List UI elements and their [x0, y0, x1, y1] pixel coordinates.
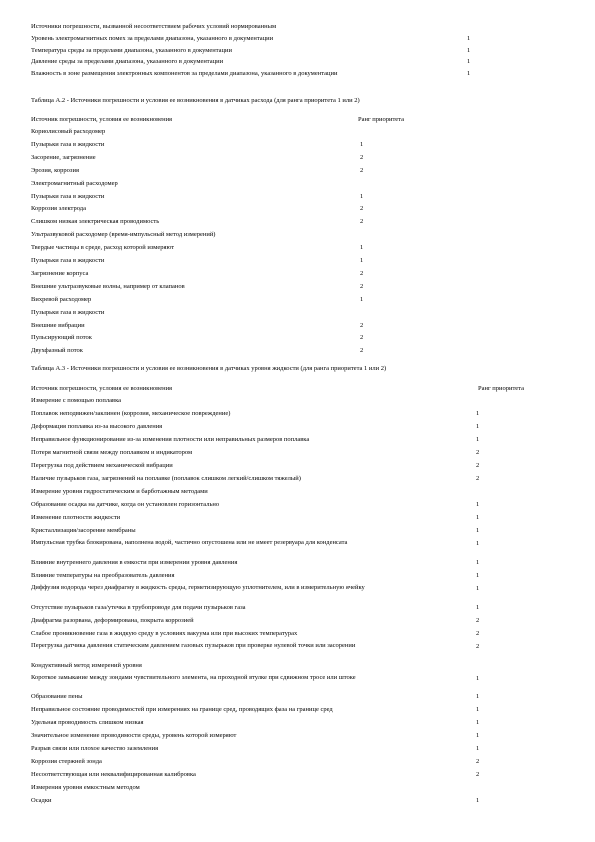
table-a2-col-source: Источник погрешности, условия ее возникновения: [31, 116, 173, 123]
row-source-text: Наличие пузырьков газа, загрязнений на поплавке (поплавок слишком легкий/слишком тяжелый): [31, 475, 301, 482]
row-rank: 1: [360, 295, 364, 303]
row-rank: 2: [476, 475, 480, 482]
row-source-text: Слабое проникновение газа в жидкую среду в условиях вакуума или при высоких температурах: [31, 629, 298, 637]
row-rank: 1: [476, 603, 480, 611]
row-rank: 2: [360, 218, 364, 226]
row-source-text: Засорение, загрязнение: [31, 153, 96, 161]
row-source-text: Твердые частицы в среде, расход которой измеряют: [31, 244, 175, 252]
row-rank: 1: [476, 571, 480, 579]
row-rank: 2: [360, 269, 364, 277]
row-rank: 1: [476, 514, 480, 521]
row-rank: 2: [360, 282, 364, 290]
row-source-text: Пузырьки газа в жидкости: [31, 308, 105, 316]
row-source-text: Внешние вибрации: [31, 321, 85, 329]
row-rank: 1: [467, 69, 471, 77]
row-source-text: Образование осадка на датчике, когда он установлен горизонтально: [31, 501, 220, 508]
row-rank: 1: [467, 35, 471, 42]
row-rank: 1: [360, 192, 364, 200]
row-rank: 2: [476, 449, 480, 456]
row-source-text: Давление среды за пределами диапазона, указанного в документации: [31, 58, 224, 66]
row-rank: 1: [476, 706, 480, 714]
row-rank: 2: [360, 321, 364, 329]
row-source-text: Диффузия водорода через диафрагму в жидкость среды, герметизирующую уплотнителем, или в измерительную ячейку: [31, 583, 365, 591]
row-rank: 1: [467, 46, 471, 54]
table-a2-caption: Таблица А.2 - Источники погрешности и условия ее возникновения в датчиках расхода (для ранга приоритета 1 или 2): [31, 97, 360, 104]
row-rank: 1: [476, 732, 480, 740]
table-a3-caption: Таблица А.3 - Источники погрешности и условия ее возникновения в датчиках уровня жидкости (для ранга приоритета 1 или 2): [31, 365, 387, 372]
row-rank: 1: [476, 719, 480, 727]
row-source-text: Электромагнитный расходомер: [31, 179, 118, 187]
row-rank: 1: [476, 674, 480, 682]
row-source-text: Кристаллизация/засорение мембраны: [31, 527, 136, 534]
row-source-text: Диафрагма разорвана, деформирована, покрыта коррозией: [31, 616, 194, 624]
row-rank: 2: [360, 205, 364, 213]
row-source-text: Температура среды за пределами диапазона, указанного в документации: [31, 46, 232, 54]
row-source-text: Пузырьки газа в жидкости: [31, 140, 105, 148]
row-source-text: Измерение с помощью поплавка: [31, 397, 122, 404]
row-source-text: Коррозия стержней зонда: [31, 758, 102, 766]
row-rank: 2: [360, 153, 364, 161]
row-source-text: Поплавок неподвижен/заклинен (коррозия, механическое повреждение): [31, 410, 231, 417]
row-source-text: Неправильное функционирование из-за изменения плотности или неправильных размеров поплавка: [31, 436, 310, 443]
row-source-text: Отсутствие пузырьков газа/утечка в трубопроводе для подачи пузырьков газа: [31, 603, 246, 611]
row-source-text: Загрязнение корпуса: [31, 269, 89, 277]
row-source-text: Влияние температуры на преобразователь давления: [31, 571, 175, 579]
row-source-text: Перегрузка датчика давления статическим давлением газовых пузырьков при проверке нулевой точки или засорении: [31, 641, 356, 649]
row-rank: 2: [476, 629, 480, 637]
row-rank: 2: [476, 771, 480, 779]
row-source-text: Измерения уровня емкостным методом: [31, 784, 140, 792]
row-source-text: Вихревой расходомер: [31, 295, 92, 303]
row-rank: 1: [476, 584, 480, 592]
row-rank: 2: [360, 166, 364, 174]
row-rank: 1: [476, 436, 480, 443]
table-a1-header: Источники погрешности, вызванной несоответствием рабочих условий нормированным: [31, 23, 277, 30]
row-rank: 2: [476, 616, 480, 624]
table-a2-col-rank: Ранг приоритета: [358, 116, 404, 123]
row-rank: 2: [360, 334, 364, 342]
row-source-text: Влияние внутреннего давления в емкости при измерении уровня давления: [31, 558, 238, 566]
row-source-text: Неправильное состояние проводимостей при измерениях на границе сред, проводящих фаза на границе сред: [31, 706, 333, 714]
row-rank: 2: [360, 347, 364, 355]
row-rank: 1: [360, 244, 364, 252]
row-source-text: Ультразвуковой расходомер (время-импульсный метод измерений): [31, 231, 216, 239]
row-rank: 1: [476, 501, 480, 508]
table-a3-col-source: Источник погрешности, условия ее возникновения: [31, 385, 173, 392]
row-source-text: Пульсирующий поток: [31, 334, 92, 342]
row-rank: 2: [476, 642, 480, 650]
row-rank: 1: [476, 423, 480, 430]
row-source-text: Изменение плотности жидкости: [31, 514, 121, 521]
row-source-text: Двухфазный поток: [31, 347, 83, 355]
row-source-text: Деформация поплавка из-за высокого давления: [31, 423, 163, 430]
row-rank: 1: [476, 745, 480, 753]
row-source-text: Коррозия электрода: [31, 205, 86, 213]
row-source-text: Несоответствующая или неквалифицированная калибровка: [31, 771, 196, 779]
row-source-text: Кондуктивный метод измерений уровня: [31, 661, 142, 669]
row-source-text: Потеря магнитной связи между поплавком и индикатором: [31, 449, 193, 456]
table-a3-col-rank: Ранг приоритета: [478, 385, 524, 392]
row-source-text: Кориолисовый расходомер: [31, 128, 106, 135]
row-rank: 1: [476, 527, 480, 534]
row-source-text: Пузырьки газа в жидкости: [31, 257, 105, 264]
row-rank: 1: [476, 797, 480, 805]
row-rank: 1: [476, 693, 480, 701]
row-source-text: Разрыв связи или плохое качество заземления: [31, 745, 159, 753]
row-source-text: Образование пены: [31, 693, 83, 701]
row-rank: 2: [476, 462, 480, 469]
row-source-text: Короткое замыкание между зондами чувствительного элемента, на проходной втулке при сдвижном тросе или штоке: [31, 673, 356, 681]
row-rank: 1: [360, 257, 364, 264]
row-source-text: Перегрузка под действием механической вибрации: [31, 462, 173, 469]
row-source-text: Уровень электромагнитных помех за пределами диапазона, указанного в документации: [31, 35, 274, 42]
row-source-text: Влажность в зоне размещения электронных компонентов за пределами диапазона, указанного в документации: [31, 69, 338, 77]
row-rank: 1: [467, 58, 471, 66]
row-rank: 2: [476, 758, 480, 766]
row-rank: 1: [476, 558, 480, 566]
row-source-text: Значительное изменение проводимости среды, уровень которой измеряют: [31, 732, 237, 740]
row-source-text: Эрозия, коррозия: [31, 166, 79, 174]
row-source-text: Удельная проводимость слишком низкая: [31, 719, 144, 727]
row-source-text: Слишком низкая электрическая проводимость: [31, 218, 160, 226]
row-source-text: Импульсная трубка блокирована, наполнена водой, частично опустошена или не имеет резервуара для конденсата: [31, 539, 348, 546]
row-rank: 1: [476, 410, 480, 417]
row-source-text: Внешние ультразвуковые волны, например от клапанов: [31, 282, 185, 290]
row-rank: 1: [360, 140, 364, 148]
row-source-text: Измерение уровня гидростатическим и барботажным методами: [31, 488, 208, 495]
row-source-text: Осадки: [31, 797, 52, 805]
row-rank: 1: [476, 540, 480, 547]
row-source-text: Пузырьки газа в жидкости: [31, 192, 105, 200]
